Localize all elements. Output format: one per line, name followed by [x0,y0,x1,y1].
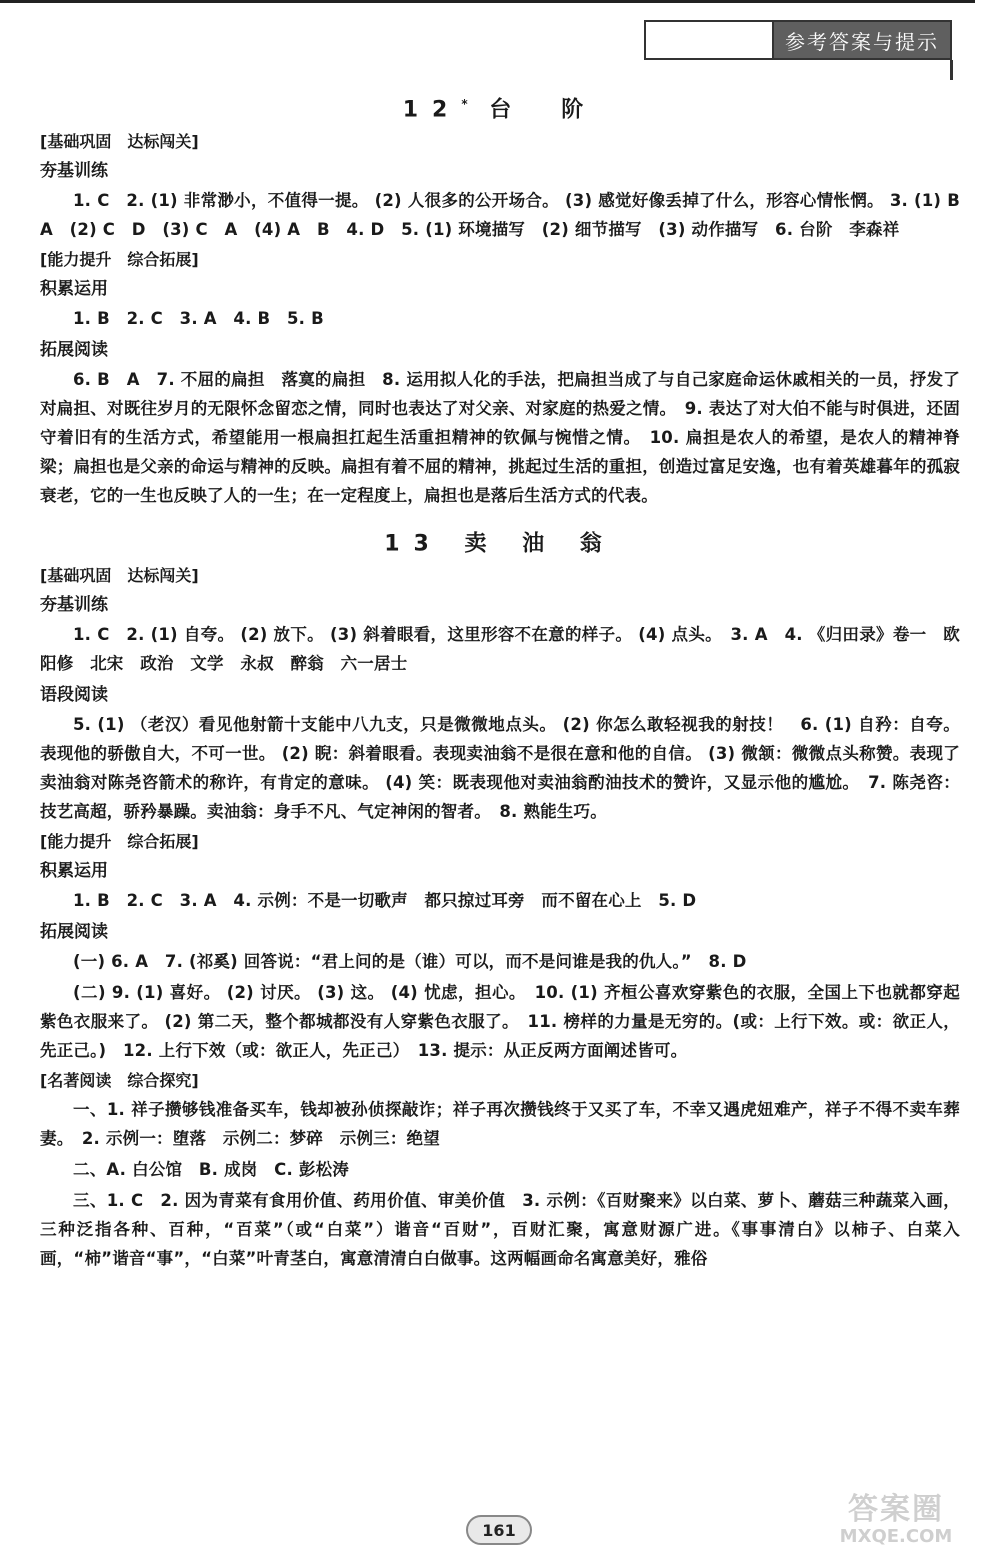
answer-paragraph: 5. (1) （老汉）看见他射箭十支能中八九支，只是微微地点头。 (2) 你怎么敢轻视我的射技！ 6. (1) 自矜：自夸。表现他的骄傲自大，不可一世。 (2) 睨：斜着眼看。表现卖油翁不是很在意和他的自信。 (3) 微颔：微微点头称赞。表现了卖油翁对陈尧咨箭术的称许，有肯定的意味。 (4) 笑：既表现他对卖油翁酌油技术的赞许，又显示他的尴尬。 7. 陈尧咨：技艺高超，骄矜暴躁。卖油翁：身手不凡、气定神闲的智者。 8. 熟能生巧。 [40,715,960,821]
answer-paragraph: 1. C 2. (1) 自夸。 (2) 放下。 (3) 斜着眼看，这里形容不在意的样子。 (4) 点头。 3. A 4. 《归田录》卷一 欧阳修 北宋 政治 文学 永叔 醉翁 六一居士 [40,625,960,673]
subhead: 拓展阅读 [40,922,108,942]
header-blank-box [646,22,774,58]
answer-paragraph: 1. B 2. C 3. A 4. B 5. B [73,309,324,328]
header-label: 参考答案与提示 [774,22,950,58]
subhead: 拓展阅读 [40,340,108,360]
subhead: 积累运用 [40,861,108,881]
answer-paragraph: 1. C 2. (1) 非常渺小，不值得一提。 (2) 人很多的公开场合。 (3) 感觉好像丢掉了什么，形容心情怅惘。 3. (1) B A (2) C D (3) C A (4) A B 4. D 5. (1) 环境描写 (2) 细节描写 (3) 动作描写 6. 台阶 李森祥 [40,191,977,239]
answer-paragraph: (二) 9. (1) 喜好。 (2) 讨厌。 (3) 这。 (4) 忧虑，担心。 10. (1) 齐桓公喜欢穿紫色的衣服，全国上下也就都穿起紫色衣服来了。 (2) 第二天，整个都城都没有人穿紫色衣服了。 11. 榜样的力量是无穷的。(或：上行下效。或：欲正人，先正己。) 12. 上行下效（或：欲正人，先正己） 13. 提示：从正反两方面阐述皆可。 [40,983,960,1060]
answer-paragraph: 6. B A 7. 不屈的扁担 落寞的扁担 8. 运用拟人化的手法，把扁担当成了与自己家庭命运休戚相关的一员，抒发了对扁担、对既往岁月的无限怀念留恋之情，同时也表达了对父亲、对家庭的热爱之情。 9. 表达了对大伯不能与时俱进，还固守着旧有的生活方式，希望能用一根扁担扛起生活重担精神的钦佩与惋惜之情。 10. 扁担是农人的希望，是农人的精神脊梁；扁担也是父亲的命运与精神的反映。扁担有着不屈的精神，挑起过生活的重担，创造过富足安逸，也有着英雄暮年的孤寂衰老，它的一生也反映了人的一生；在一定程度上，扁担也是落后生活方式的代表。 [40,370,960,505]
chapter-title: 13 卖 油 翁 [384,531,616,557]
top-rule [0,0,975,3]
answer-paragraph: 二、A. 白公馆 B. 成岗 C. 彭松涛 [73,1160,349,1179]
section-bracket: [能力提升 综合拓展] [40,250,199,269]
answer-paragraph: 一、1. 祥子攒够钱准备买车，钱却被孙侦探敲诈；祥子再次攒钱终于又买了车，不幸又遇虎妞难产，祥子不得不卖车葬妻。 2. 示例一：堕落 示例二：梦碎 示例三：绝望 [40,1100,960,1148]
watermark-logo: 答案圈 [848,1492,944,1527]
section-bracket: [名著阅读 综合探究] [40,1071,199,1090]
answer-paragraph: 1. B 2. C 3. A 4. 示例：不是一切歌声 都只掠过耳旁 而不留在心上 5. D [73,891,697,910]
answer-paragraph: 三、1. C 2. 因为青菜有食用价值、药用价值、审美价值 3. 示例：《百财聚来》以白菜、萝卜、蘑菇三种蔬菜入画，三种泛指各种、百种，“百菜”（或“白菜”）谐音“百财”，百财汇聚，寓意财源广进。《事事清白》以柿子、白菜入画，“柿”谐音“事”，“白菜”叶青茎白，寓意清清白白做事。这两幅画命名寓意美好，雅俗 [40,1191,960,1268]
answer-content [40,84,977,1275]
section-bracket: [能力提升 综合拓展] [40,832,199,851]
subhead: 语段阅读 [40,685,108,705]
watermark-url: MXQE.COM [839,1526,953,1547]
answer-paragraph: (一) 6. A 7. (祁奚) 回答说：“君上问的是（谁）可以，而不是问谁是我的仇人。” 8. D [73,952,747,971]
section-bracket: [基础巩固 达标闯关] [40,566,199,585]
page-number: 161 [466,1515,532,1545]
subhead: 夯基训练 [40,161,108,181]
section-bracket: [基础巩固 达标闯关] [40,132,199,151]
subhead: 积累运用 [40,279,108,299]
section-header-tab [644,20,952,60]
header-tail-rule [950,60,953,80]
subhead: 夯基训练 [40,595,108,615]
watermark [806,1494,986,1552]
chapter-title: 12* 台 阶 [402,97,598,123]
